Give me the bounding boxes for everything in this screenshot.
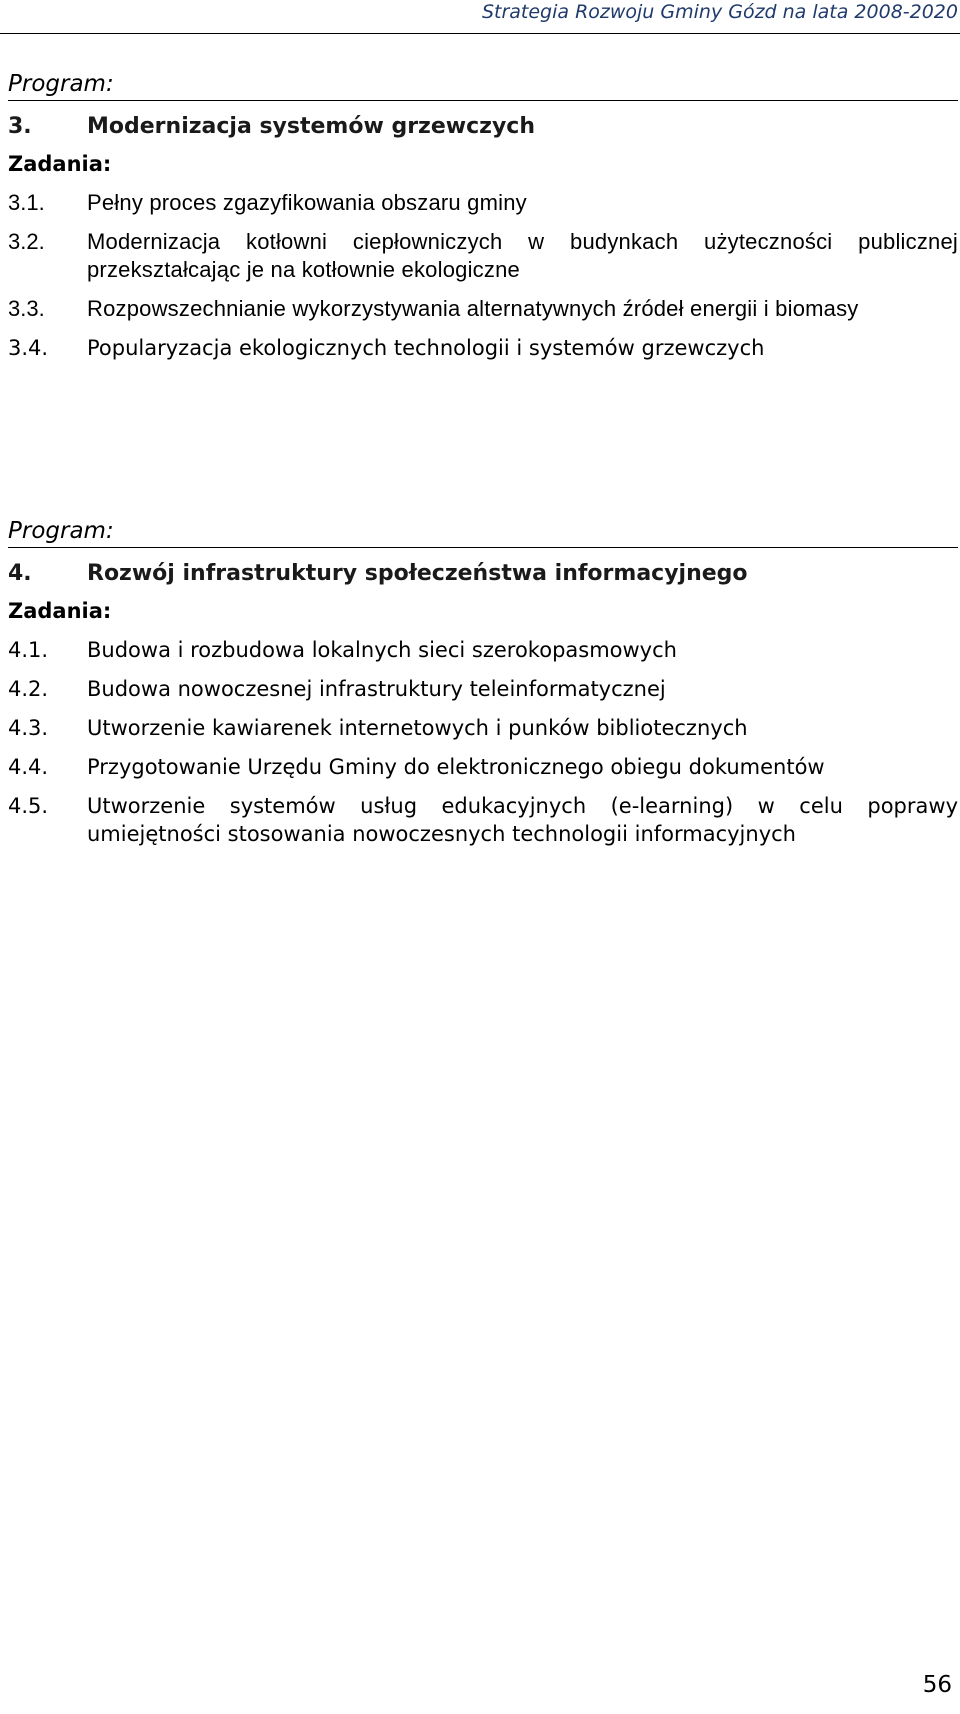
tasks-label: Zadania: (8, 152, 112, 176)
task-number: 4.1. (8, 638, 49, 662)
program-label: Program: (8, 71, 114, 97)
task-item (8, 792, 958, 848)
tasks-label: Zadania: (8, 599, 112, 623)
task-number: 4.3. (8, 716, 49, 740)
page-header (0, 0, 960, 34)
program-section-4 (8, 517, 958, 848)
task-text: Budowa nowoczesnej infrastruktury teleinformatycznej (87, 677, 666, 701)
header-divider (0, 33, 960, 34)
task-number: 3.4. (8, 336, 49, 360)
task-text: Popularyzacja ekologicznych technologii i systemów grzewczych (87, 336, 765, 360)
program-section-3 (8, 70, 958, 362)
task-number: 3.2. (8, 229, 45, 254)
program-divider (8, 100, 958, 101)
program-number: 4. (8, 561, 32, 586)
task-number: 4.2. (8, 677, 49, 701)
document-title: Strategia Rozwoju Gminy Gózd na lata 2008-2020 (481, 1, 958, 23)
task-number: 3.3. (8, 296, 45, 321)
program-divider (8, 547, 958, 548)
task-item (8, 675, 958, 703)
program-title-text: Modernizacja systemów grzewczych (87, 114, 535, 139)
program-title (8, 560, 958, 588)
task-item (8, 334, 958, 362)
task-item (8, 714, 958, 742)
program-title (8, 113, 958, 141)
task-text: Pełny proces zgazyfikowania obszaru gminy (87, 190, 527, 215)
task-text: Utworzenie kawiarenek internetowych i punków bibliotecznych (87, 716, 748, 740)
task-item (8, 295, 958, 323)
task-text: Utworzenie systemów usług edukacyjnych (e-learning) w celu poprawy umiejętności stosowania nowoczesnych technologii informacyjnych (87, 794, 958, 846)
task-text: Budowa i rozbudowa lokalnych sieci szerokopasmowych (87, 638, 677, 662)
program-title-text: Rozwój infrastruktury społeczeństwa informacyjnego (87, 561, 748, 586)
page-number: 56 (922, 1672, 952, 1698)
task-text: Modernizacja kotłowni ciepłowniczych w budynkach użyteczności publicznej przekształcając je na kotłownie ekologiczne (87, 229, 958, 282)
task-number: 4.4. (8, 755, 49, 779)
task-number: 4.5. (8, 794, 49, 818)
task-text: Rozpowszechnianie wykorzystywania alternatywnych źródeł energii i biomasy (87, 296, 859, 321)
task-item (8, 753, 958, 781)
program-label: Program: (8, 518, 114, 544)
task-number: 3.1. (8, 190, 45, 215)
task-item (8, 228, 958, 284)
task-item (8, 189, 958, 217)
task-item (8, 636, 958, 664)
task-text: Przygotowanie Urzędu Gminy do elektronicznego obiegu dokumentów (87, 755, 825, 779)
program-number: 3. (8, 114, 32, 139)
